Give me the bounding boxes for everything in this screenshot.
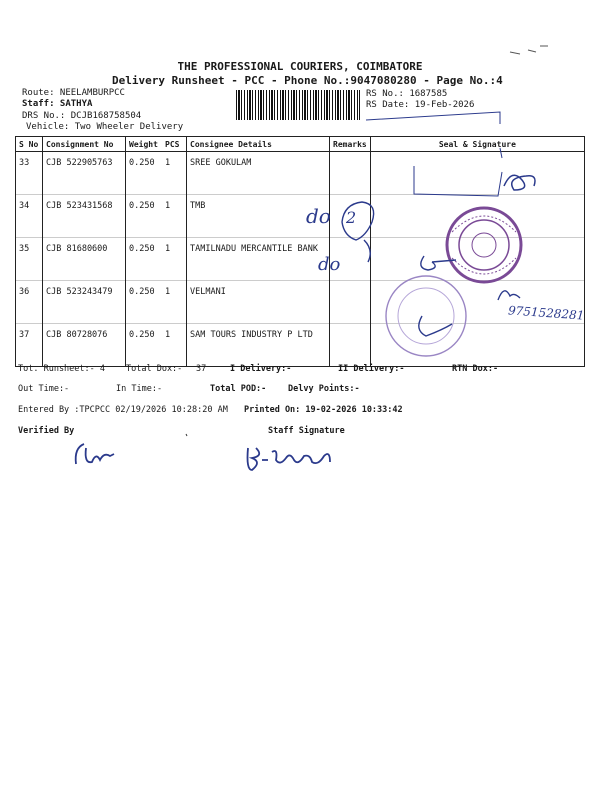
total-dox-value: 37 <box>196 364 207 374</box>
entered-by: Entered By :TPCPCC 02/19/2026 10:28:20 AM <box>18 405 228 415</box>
handwritten-phone: 9751528281 <box>507 303 585 323</box>
cell-sno: 34 <box>16 195 43 238</box>
rs-number: RS No.: 1687585 <box>366 89 448 99</box>
total-pod: Total POD:- <box>210 384 267 394</box>
col-sno: S No <box>16 137 43 152</box>
handwritten-count: 2 <box>346 208 357 227</box>
cell-consignee: TMB <box>187 195 330 238</box>
cell-consignment: CJB 81680600 <box>43 238 126 281</box>
cell-pcs: 1 <box>162 152 187 195</box>
cell-weight: 0.250 <box>126 324 163 367</box>
cell-consignee: TAMILNADU MERCANTILE BANK <box>187 238 330 281</box>
cell-sno: 33 <box>16 152 43 195</box>
verified-by: Verified By <box>18 426 75 436</box>
cell-consignment: CJB 522905763 <box>43 152 126 195</box>
bank-stamp <box>447 208 521 282</box>
signature-row-37 <box>419 316 452 336</box>
col-remarks: Remarks <box>330 137 371 152</box>
signature-box-line <box>414 166 502 196</box>
drs-number: DRS No.: DCJB168758504 <box>22 111 142 121</box>
count-circle <box>342 202 374 240</box>
staff-signature-label: Staff Signature <box>268 426 345 436</box>
cell-sno: 36 <box>16 281 43 324</box>
signature-row-33 <box>504 175 535 190</box>
vehicle-label: Vehicle: Two Wheeler Delivery <box>26 122 184 132</box>
route-label: Route: NEELAMBURPCC <box>22 88 125 98</box>
col-pcs: PCS <box>162 137 187 152</box>
i-delivery: I Delivery:- <box>230 364 292 374</box>
rs-date: RS Date: 19-Feb-2026 <box>366 100 475 110</box>
cell-pcs: 1 <box>162 281 187 324</box>
col-weight: Weight <box>126 137 163 152</box>
delvy-points: Delvy Points:- <box>288 384 360 394</box>
rtn-dox: RTN Dox:- <box>452 364 499 374</box>
company-title: THE PROFESSIONAL COURIERS, COIMBATORE <box>177 60 423 73</box>
col-consignee: Consignee Details <box>187 137 330 152</box>
cell-pcs: 1 <box>162 238 187 281</box>
cell-consignee: SAM TOURS INDUSTRY P LTD <box>187 324 330 367</box>
cell-weight: 0.250 <box>126 281 163 324</box>
total-dox-label: Total Dox:- <box>126 364 183 374</box>
cell-consignment: CJB 80728076 <box>43 324 126 367</box>
printed-on: Printed On: 19-02-2026 10:33:42 <box>244 405 403 415</box>
handwritten-do-2: do <box>318 254 341 275</box>
cell-consignee: SREE GOKULAM <box>187 152 330 195</box>
signature-row-36 <box>498 291 520 300</box>
cell-weight: 0.250 <box>126 152 163 195</box>
col-seal-signature: Seal & Signature <box>370 137 584 152</box>
cell-sno: 35 <box>16 238 43 281</box>
dot-mark <box>186 434 187 436</box>
tot-runsheet: Tot. Runsheet:- 4 <box>18 364 105 374</box>
cell-weight: 0.250 <box>126 195 163 238</box>
scratch-marks <box>510 46 548 54</box>
ii-delivery: II Delivery:- <box>338 364 405 374</box>
col-consignment: Consignment No <box>43 137 126 152</box>
cell-pcs: 1 <box>162 324 187 367</box>
staff-signature <box>248 448 331 470</box>
cell-pcs: 1 <box>162 195 187 238</box>
cell-consignee: VELMANI <box>187 281 330 324</box>
out-time: Out Time:- <box>18 384 70 394</box>
ink-stroke <box>364 240 370 262</box>
pen-line <box>366 112 500 124</box>
faint-stamp <box>386 276 466 356</box>
cell-consignment: CJB 523431568 <box>43 195 126 238</box>
handwritten-do-1: do <box>306 204 331 228</box>
pen-tick <box>500 148 502 158</box>
cell-weight: 0.250 <box>126 238 163 281</box>
verified-signature <box>76 444 114 464</box>
in-time: In Time:- <box>116 384 163 394</box>
cell-consignment: CJB 523243479 <box>43 281 126 324</box>
runsheet-subtitle: Delivery Runsheet - PCC - Phone No.:9047080280 - Page No.:4 <box>112 74 503 87</box>
staff-label: Staff: SATHYA <box>22 99 93 109</box>
cell-sno: 37 <box>16 324 43 367</box>
